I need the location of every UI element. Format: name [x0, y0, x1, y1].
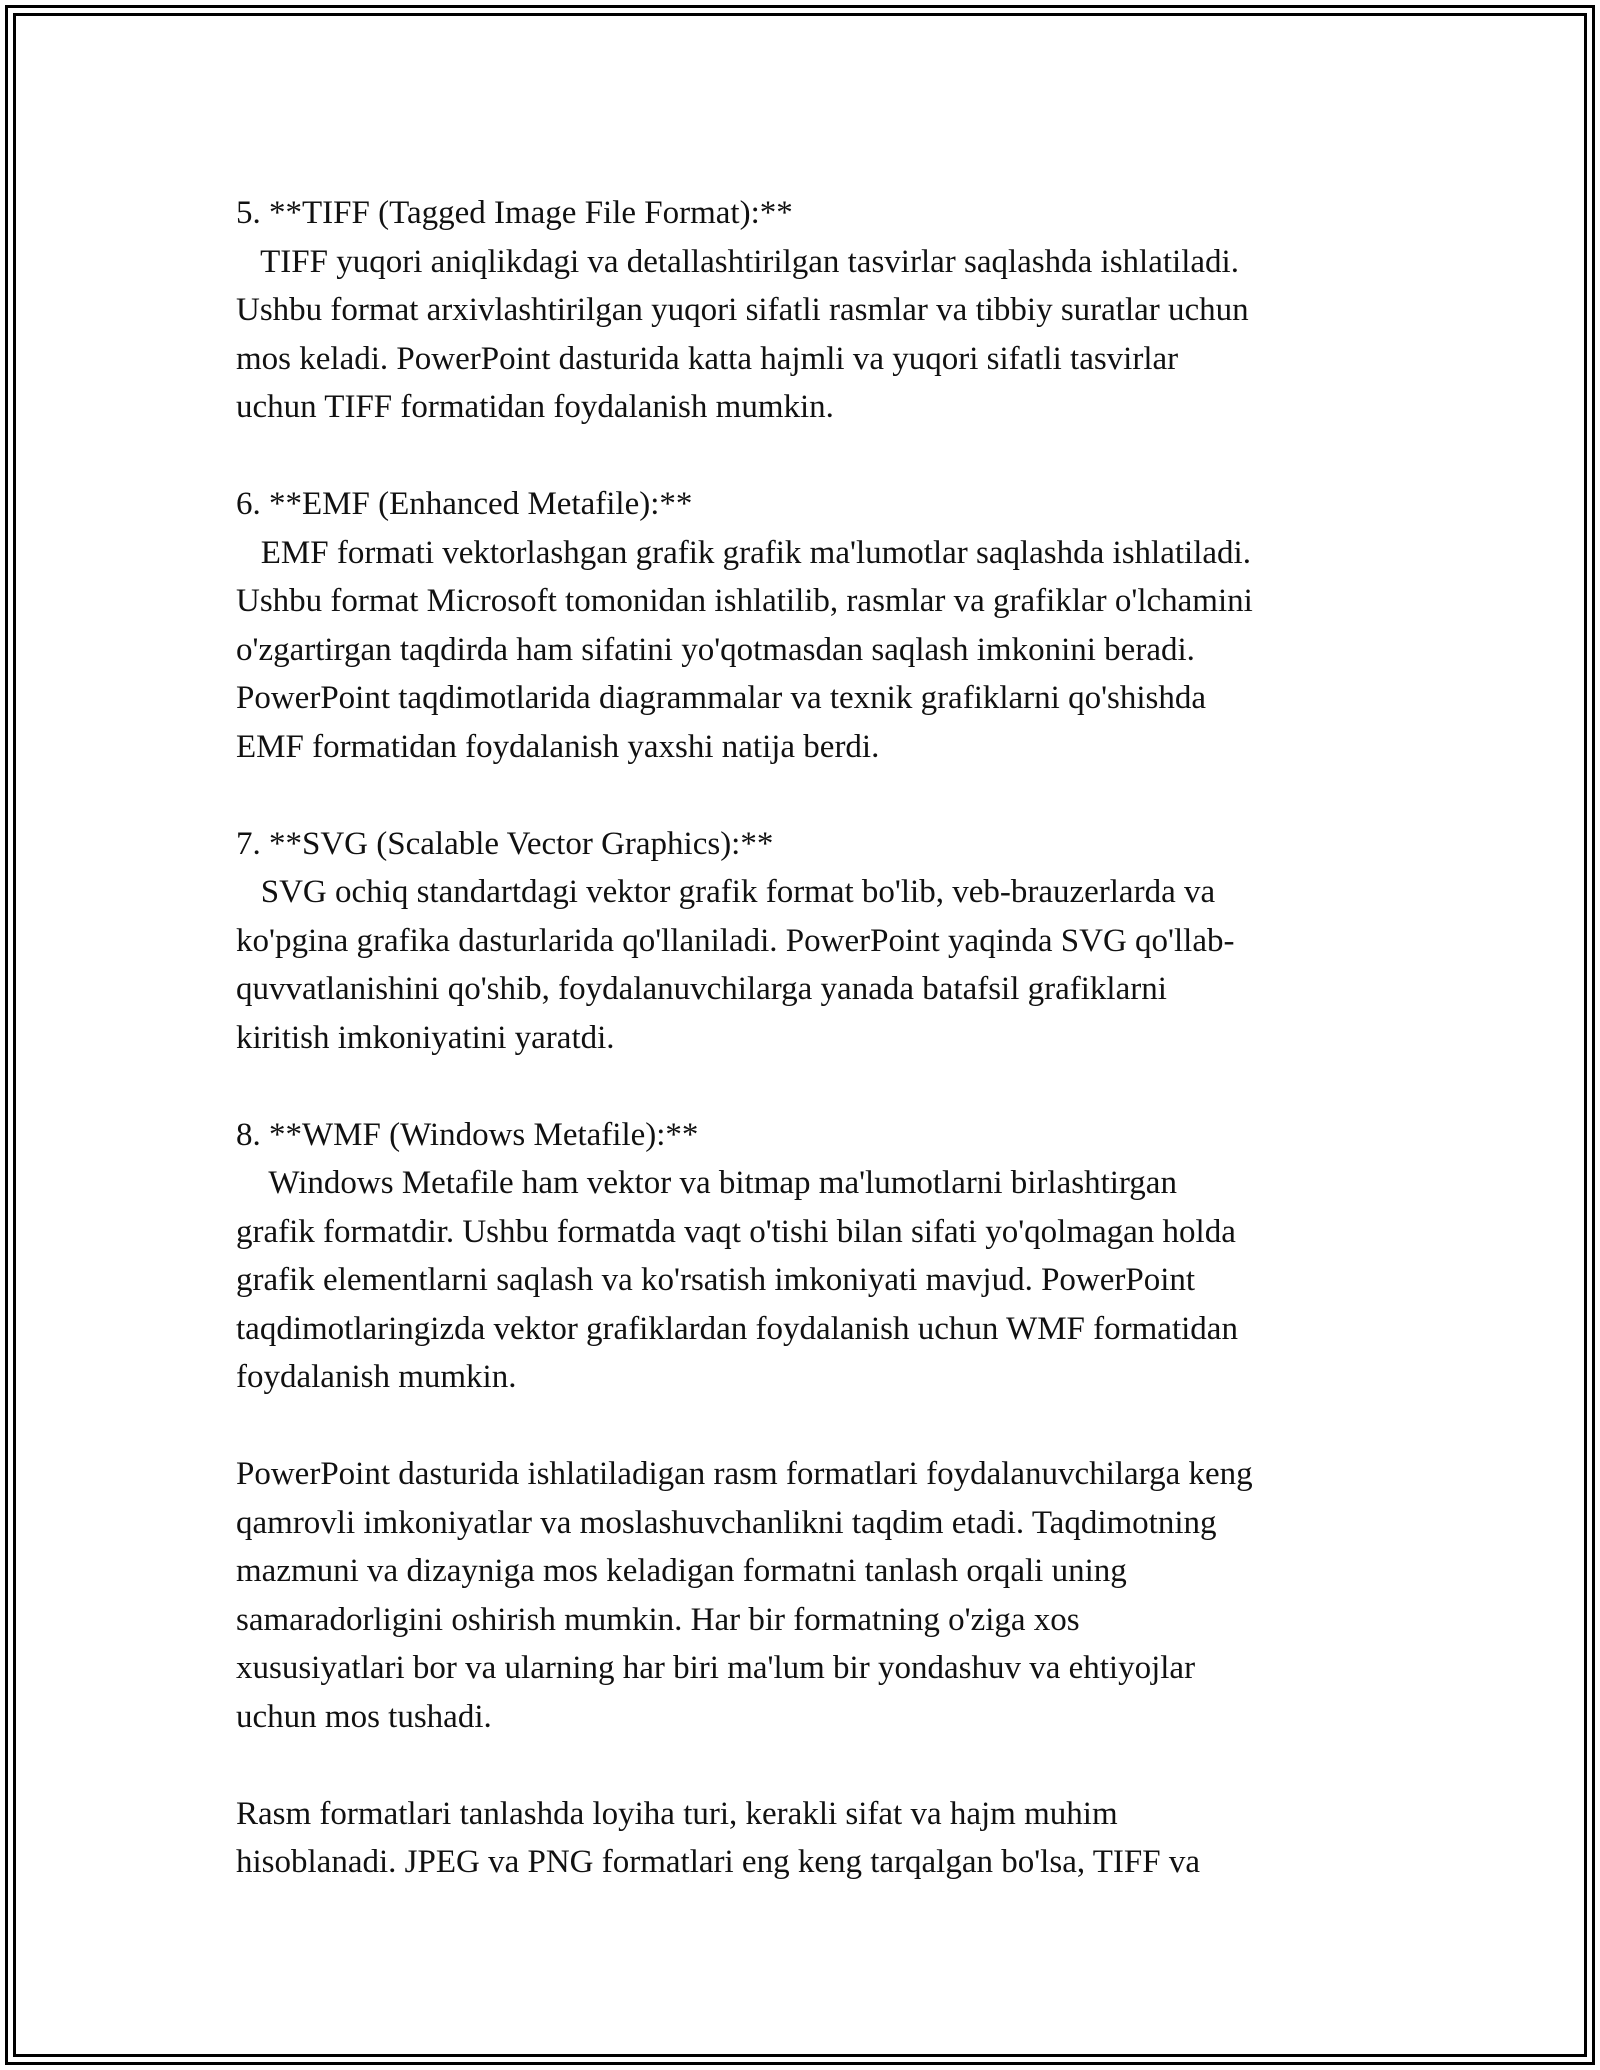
section-emf: [236, 480, 1386, 771]
text-line: mazmuni va dizayniga mos keladigan formatni tanlash orqali uning: [236, 1553, 1127, 1589]
paragraph-spacer: [236, 1741, 1386, 1790]
section-wmf: [236, 1111, 1386, 1402]
text-line: grafik elementlarni saqlash va ko'rsatish imkoniyati mavjud. PowerPoint: [236, 1262, 1196, 1298]
section-heading: 7. **SVG (Scalable Vector Graphics):**: [236, 825, 774, 862]
closing-paragraph: [236, 1790, 1386, 1887]
text-line: SVG ochiq standartdagi vektor grafik format bo'lib, veb-brauzerlarda va: [236, 874, 1216, 910]
text-line: Ushbu format Microsoft tomonidan ishlatilib, rasmlar va grafiklar o'lchamini: [236, 583, 1253, 619]
paragraph-spacer: [236, 1062, 1386, 1111]
text-line: TIFF yuqori aniqlikdagi va detallashtirilgan tasvirlar saqlashda ishlatiladi.: [236, 243, 1239, 280]
section-heading: 8. **WMF (Windows Metafile):**: [236, 1116, 699, 1153]
text-line: PowerPoint dasturida ishlatiladigan rasm formatlari foydalanuvchilarga keng: [236, 1456, 1253, 1492]
section-heading: 6. **EMF (Enhanced Metafile):**: [236, 486, 693, 522]
paragraph-spacer: [236, 432, 1386, 481]
text-line: hisoblanadi. JPEG va PNG formatlari eng keng tarqalgan bo'lsa, TIFF va: [236, 1844, 1200, 1880]
text-line: kiritish imkoniyatini yaratdi.: [236, 1019, 615, 1056]
paragraph-spacer: [236, 771, 1386, 820]
text-line: uchun mos tushadi.: [236, 1698, 492, 1735]
text-line: grafik formatdir. Ushbu formatda vaqt o'tishi bilan sifati yo'qolmagan holda: [236, 1213, 1236, 1250]
text-line: uchun TIFF formatidan foydalanish mumkin.: [236, 389, 834, 425]
text-line: taqdimotlaringizda vektor grafiklardan foydalanish uchun WMF formatidan: [236, 1310, 1238, 1347]
section-svg: [236, 820, 1386, 1063]
text-line: Ushbu format arxivlashtirilgan yuqori sifatli rasmlar va tibbiy suratlar uchun: [236, 292, 1249, 328]
paragraph-spacer: [236, 1402, 1386, 1451]
text-line: quvvatlanishini qo'shib, foydalanuvchilarga yanada batafsil grafiklarni: [236, 971, 1167, 1007]
text-line: qamrovli imkoniyatlar va moslashuvchanlikni taqdim etadi. Taqdimotning: [236, 1504, 1217, 1541]
text-line: ko'pgina grafika dasturlarida qo'llaniladi. PowerPoint yaqinda SVG qo'llab-: [236, 922, 1235, 959]
text-line: mos keladi. PowerPoint dasturida katta hajmli va yuqori sifatli tasvirlar: [236, 340, 1179, 377]
section-heading: 5. **TIFF (Tagged Image File Format):**: [236, 195, 793, 231]
text-line: EMF formati vektorlashgan grafik grafik ma'lumotlar saqlashda ishlatiladi.: [236, 534, 1251, 571]
text-line: foydalanish mumkin.: [236, 1359, 517, 1395]
text-line: xususiyatlari bor va ularning har biri ma'lum bir yondashuv va ehtiyojlar: [236, 1650, 1196, 1686]
text-line: PowerPoint taqdimotlarida diagrammalar va texnik grafiklarni qo'shishda: [236, 680, 1207, 716]
text-line: Rasm formatlari tanlashda loyiha turi, kerakli sifat va hajm muhim: [236, 1795, 1118, 1832]
text-line: o'zgartirgan taqdirda ham sifatini yo'qotmasdan saqlash imkonini beradi.: [236, 631, 1195, 668]
document-body: [236, 189, 1386, 1887]
section-tiff: [236, 189, 1386, 432]
text-line: samaradorligini oshirish mumkin. Har bir formatning o'ziga xos: [236, 1601, 1080, 1638]
text-line: Windows Metafile ham vektor va bitmap ma'lumotlarni birlashtirgan: [236, 1165, 1177, 1201]
text-line: EMF formatidan foydalanish yaxshi natija berdi.: [236, 728, 880, 765]
summary-paragraph: [236, 1450, 1386, 1741]
